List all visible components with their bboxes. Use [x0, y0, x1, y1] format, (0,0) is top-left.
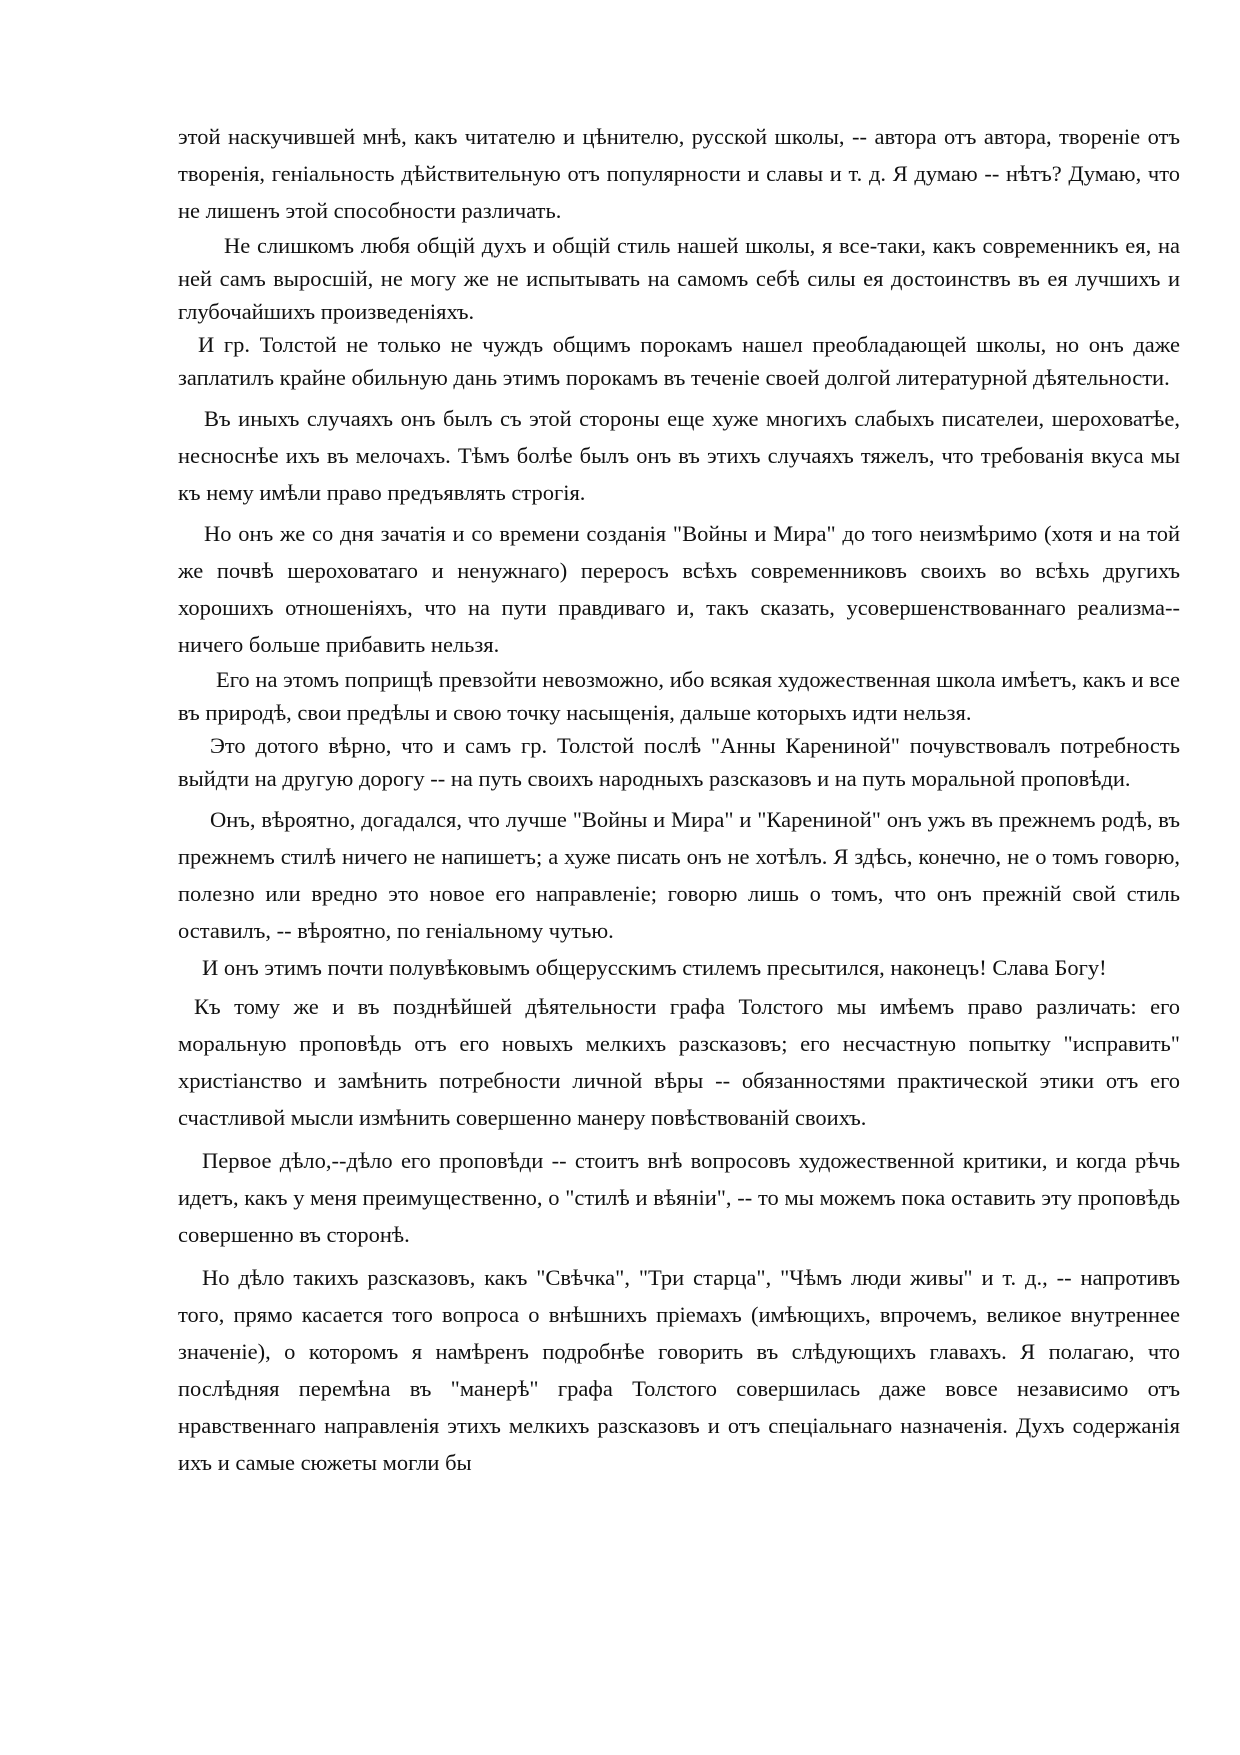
paragraph-3: И гр. Толстой не только не чуждъ общимъ порокамъ нашел преобладающей школы, но онъ даже заплатилъ крайне обильную дань этимъ порокамъ въ теченіе своей долгой литературной дѣятельности.: [178, 332, 1180, 390]
paragraph-8: Онъ, вѣроятно, догадался, что лучше "Войны и Мира" и "Карениной" онъ ужъ въ прежнемъ родѣ, въ прежнемъ стилѣ ничего не напишетъ; а хуже писать онъ не хотѣлъ. Я здѣсь, конечно, не о томъ говорю, полезно или вредно это новое его направленіе; говорю лишь о томъ, что онъ прежній свой стиль оставилъ, -- вѣроятно, по геніальному чутью.: [178, 807, 1180, 943]
paragraph-5: Но онъ же со дня зачатія и со времени созданія "Войны и Мира" до того неизмѣримо (хотя и на той же почвѣ шероховатаго и ненужнаго) переросъ всѣхъ современниковъ своихъ во всѣхь другихъ хорошихъ отношеніяхъ, что на пути правдиваго и, такъ сказать, усовершенствованнаго реализма-- ничего больше прибавить нельзя.: [178, 521, 1180, 657]
paragraph-2: Не слишкомъ любя общій духъ и общій стиль нашей школы, я все-таки, какъ современникъ ея, на ней самъ выросшій, не могу же не испытывать на самомъ себѣ силы ея достоинствъ въ ея лучшихъ и глубочайшихъ произведеніяхъ.: [178, 233, 1180, 324]
paragraph-10: Къ тому же и въ позднѣйшей дѣятельности графа Толстого мы имѣемъ право различать: его моральную проповѣдь отъ его новыхъ мелкихъ разсказовъ; его несчастную попытку "исправить" христіанство и замѣнить потребности личной вѣры -- обязанностями практической этики отъ его счастливой мысли измѣнить совершенно манеру повѣствованій своихъ.: [178, 994, 1180, 1130]
paragraph-1: этой наскучившей мнѣ, какъ читателю и цѣнителю, русской школы, -- автора отъ автора, твореніе отъ творенія, геніальность дѣйствительную отъ популярности и славы и т. д. Я думаю -- нѣтъ? Думаю, что не лишенъ этой способности различать.: [178, 124, 1180, 223]
paragraph-4: Въ иныхъ случаяхъ онъ былъ съ этой стороны еще хуже многихъ слабыхъ писателеи, шероховатѣе, несноснѣе ихъ въ мелочахъ. Тѣмъ болѣе былъ онъ въ этихъ случаяхъ тяжелъ, что требованія вкуса мы къ нему имѣли право предъявлять строгія.: [178, 406, 1180, 505]
paragraph-12: Но дѣло такихъ разсказовъ, какъ "Свѣчка", "Три старца", "Чѣмъ люди живы" и т. д., -- напротивъ того, прямо касается того вопроса о внѣшнихъ пріемахъ (имѣющихъ, впрочемъ, великое внутреннее значеніе), о которомъ я намѣренъ подробнѣе говорить въ слѣдующихъ главахъ. Я полагаю, что послѣдняя перемѣна въ "манерѣ" графа Толстого совершилась даже вовсе независимо отъ нравственнаго направленія этихъ мелкихъ разсказовъ и отъ спеціальнаго назначенія. Духъ содержанія ихъ и самые сюжеты могли бы: [178, 1265, 1180, 1475]
paragraph-11: Первое дѣло,--дѣло его проповѣди -- стоитъ внѣ вопросовъ художественной критики, и когда рѣчь идетъ, какъ у меня преимущественно, о "стилѣ и вѣяніи", -- то мы можемъ пока оставить эту проповѣдь совершенно въ сторонѣ.: [178, 1148, 1180, 1247]
document-page: [178, 118, 1180, 1481]
paragraph-9: И онъ этимъ почти полувѣковымъ общерусскимъ стилемъ пресытился, наконецъ! Слава Богу!: [202, 955, 1107, 980]
paragraph-6: Его на этомъ поприщѣ превзойти невозможно, ибо всякая художественная школа имѣетъ, какъ и все въ природѣ, свои предѣлы и свою точку насыщенія, дальше которыхъ идти нельзя.: [178, 667, 1180, 725]
paragraph-7: Это дотого вѣрно, что и самъ гр. Толстой послѣ "Анны Карениной" почувствовалъ потребность выйдти на другую дорогу -- на путь своихъ народныхъ разсказовъ и на путь моральной проповѣди.: [178, 733, 1180, 791]
